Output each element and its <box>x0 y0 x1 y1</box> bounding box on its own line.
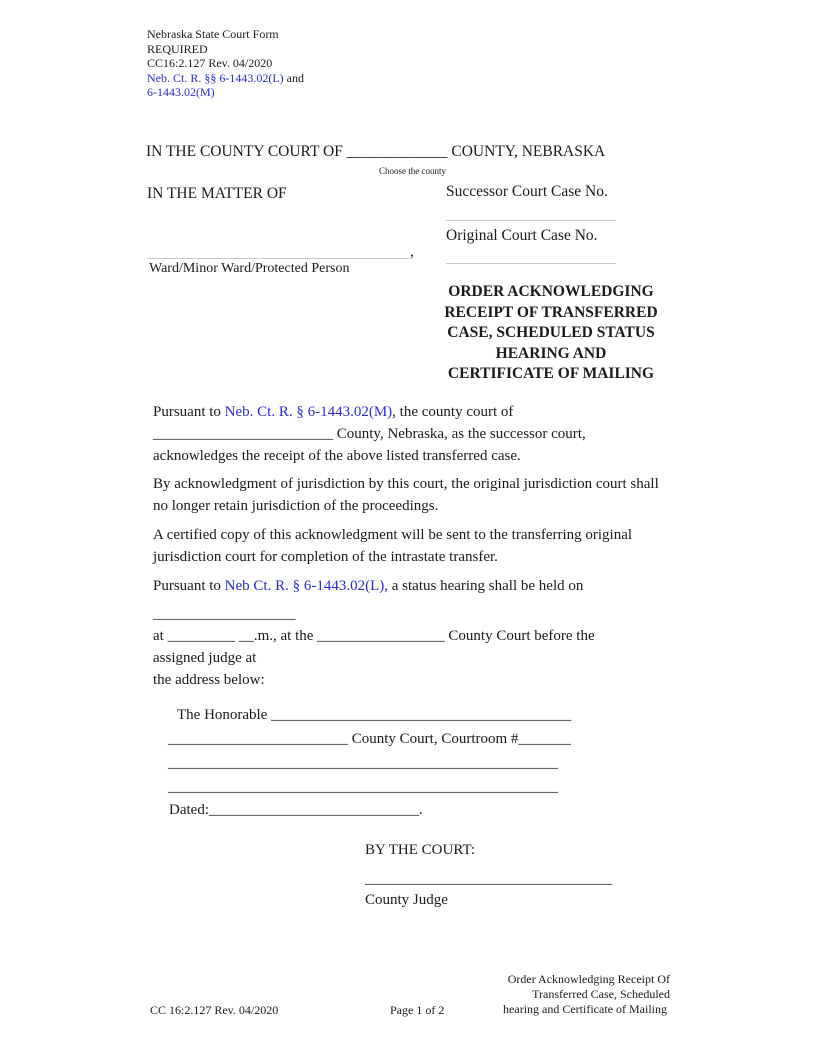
header-state-form: Nebraska State Court Form <box>147 27 279 41</box>
judge-signature-line[interactable]: _________________________________ <box>365 871 613 887</box>
rule-link-l-body[interactable]: Neb Ct. R. § 6-1443.02(L), <box>224 578 388 594</box>
hearing-time-line[interactable]: at _________ __.m., at the _________________ County Court before the <box>153 628 595 644</box>
successor-case-field[interactable] <box>446 220 616 221</box>
county-hint: Choose the county <box>379 166 446 176</box>
header-form-number: CC16:2.127 Rev. 04/2020 <box>147 56 273 70</box>
address-line-2[interactable]: ____________________________________________________ <box>168 779 558 795</box>
footer-page-number: Page 1 of 2 <box>390 1003 445 1017</box>
title-line: CASE, SCHEDULED STATUS <box>447 324 655 342</box>
dated-field[interactable]: Dated:____________________________. <box>169 802 423 818</box>
county-field[interactable]: _____________ <box>346 143 448 160</box>
title-line: CERTIFICATE OF MAILING <box>447 365 655 383</box>
p1-text-post: , the county court of <box>392 404 514 420</box>
title-line: RECEIPT OF TRANSFERRED <box>444 303 658 321</box>
title-line: HEARING AND <box>495 344 607 362</box>
footer-title-line: hearing and Certificate of Mailing <box>503 1002 667 1016</box>
footer-title-line: Order Acknowledging Receipt Of <box>507 972 670 986</box>
by-the-court: BY THE COURT: <box>365 842 476 858</box>
original-case-field[interactable] <box>446 263 616 264</box>
header-and: and <box>283 70 304 85</box>
court-prefix: IN THE COUNTY COURT OF <box>146 143 343 160</box>
address-line-1[interactable]: ____________________________________________________ <box>168 755 558 771</box>
courtroom-field[interactable]: ________________________ County Court, Courtroom #_______ <box>168 731 571 747</box>
paragraph-hearing-time <box>153 625 693 691</box>
ward-name-field[interactable] <box>147 258 409 259</box>
ward-comma: , <box>410 243 414 260</box>
p4-text-post: a status hearing shall be held on <box>388 578 584 594</box>
court-suffix: COUNTY, NEBRASKA <box>451 143 606 160</box>
paragraph-status-hearing <box>153 575 693 625</box>
title-line: ORDER ACKNOWLEDGING <box>448 283 654 300</box>
p4-text: Pursuant to <box>153 578 225 594</box>
rule-link-m[interactable]: 6-1443.02(M) <box>147 85 215 99</box>
rule-link-m-body[interactable]: Neb. Ct. R. § 6-1443.02(M) <box>224 404 393 420</box>
order-title <box>429 282 673 385</box>
matter-label: IN THE MATTER OF <box>147 185 287 202</box>
successor-case-label: Successor Court Case No. <box>446 183 608 200</box>
original-case-label: Original Court Case No. <box>446 227 598 244</box>
honorable-judge-field[interactable]: The Honorable ________________________________________ <box>177 707 572 723</box>
address-below-line: the address below: <box>153 672 265 688</box>
paragraph-certified-copy: A certified copy of this acknowledgment will be sent to the transferring original jurisdiction court for completion of the intrastate transfer. <box>153 527 633 565</box>
p1-text: Pursuant to <box>153 404 225 420</box>
successor-county-field[interactable]: ________________________ <box>153 426 333 442</box>
header-required: REQUIRED <box>147 41 208 56</box>
paragraph-jurisdiction: By acknowledgment of jurisdiction by this court, the original jurisdiction court shall no longer retain jurisdiction of the proceedings. <box>153 476 659 514</box>
assigned-judge-line: assigned judge at <box>153 650 257 666</box>
p1-line3: acknowledges the receipt of the above listed transferred case. <box>153 448 521 464</box>
paragraph-acknowledgment <box>153 401 693 467</box>
county-judge-label: County Judge <box>365 892 448 908</box>
form-header <box>147 27 304 100</box>
hearing-date-field[interactable]: ___________________ <box>153 606 296 622</box>
footer-title <box>470 972 670 1017</box>
footer-title-line: Transferred Case, Scheduled <box>532 987 670 1001</box>
p1-line2-text: County, Nebraska, as the successor court, <box>333 426 586 442</box>
ward-label: Ward/Minor Ward/Protected Person <box>149 261 350 276</box>
court-caption <box>146 143 605 161</box>
rule-link-l[interactable]: Neb. Ct. R. §§ 6-1443.02(L) <box>147 70 284 85</box>
footer-form-id: CC 16:2.127 Rev. 04/2020 <box>150 1003 279 1017</box>
